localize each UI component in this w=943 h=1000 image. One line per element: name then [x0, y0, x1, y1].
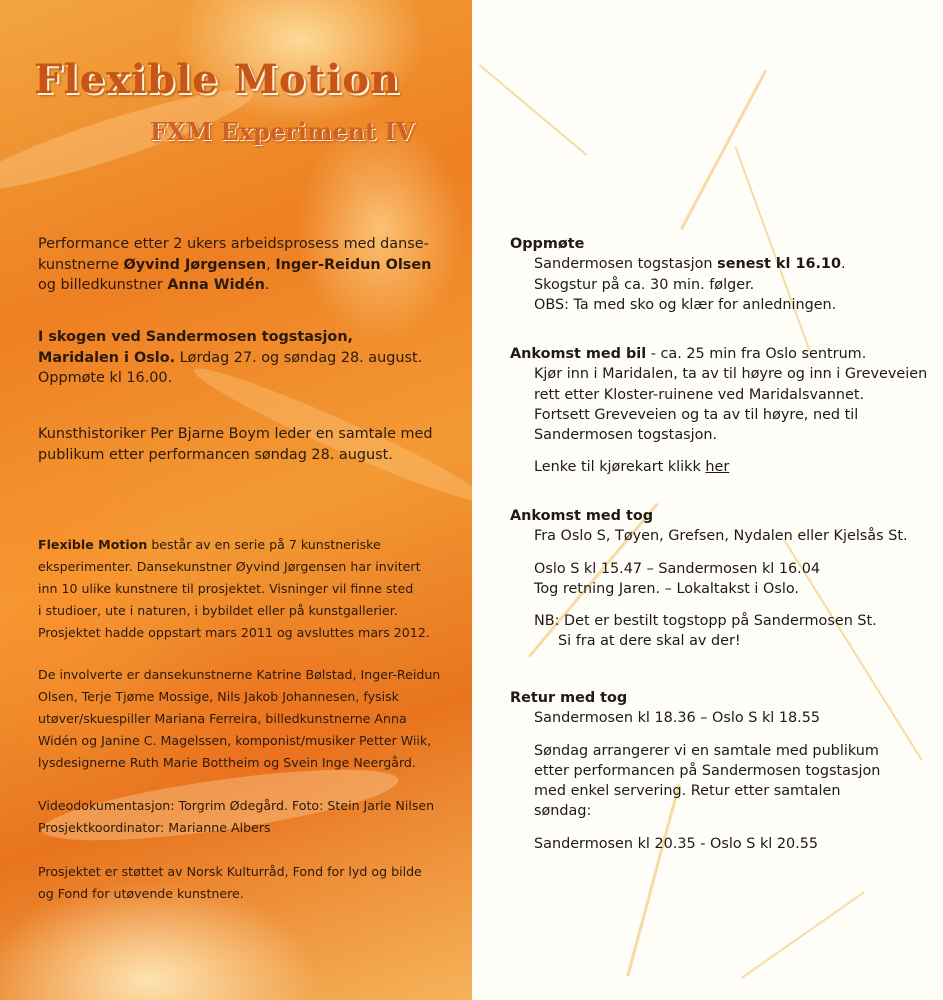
meet-line: Sandermosen togstasjon	[534, 256, 718, 273]
meet-line: OBS: Ta med sko og klær for anledningen.	[534, 296, 837, 313]
intro-text: og billedkunstner	[38, 277, 168, 293]
involved-line: De involverte er dansekunstnerne Katrine Bølstad, Inger-Reidun	[38, 667, 441, 682]
return-line: etter performancen på Sandermosen togstasjon	[534, 762, 881, 779]
location-paragraph	[38, 327, 458, 389]
talk-paragraph	[38, 424, 458, 465]
location-name: I skogen ved Sandermosen togstasjon,	[38, 329, 354, 345]
event-dates: Lørdag 27. og søndag 28. august.	[175, 349, 423, 366]
support-paragraph	[38, 861, 468, 905]
background-texture	[741, 891, 865, 979]
train-line: NB: Det er bestilt togstopp på Sandermosen St.	[534, 613, 877, 630]
return-line: søndag:	[534, 803, 592, 820]
section-heading: Retur med tog	[510, 690, 628, 706]
return-line: med enkel servering. Retur etter samtalen	[534, 783, 841, 800]
page-title: Flexible Motion	[34, 56, 401, 103]
intro-text: kunstnerne	[38, 256, 124, 273]
involved-paragraph	[38, 664, 468, 774]
return-section	[510, 688, 930, 854]
about-paragraph	[38, 534, 468, 644]
intro-text: .	[264, 277, 270, 293]
about-line: i studioer, ute i naturen, i bybildet eller på kunstgallerier.	[38, 603, 398, 618]
talk-line: Kunsthistoriker Per Bjarne Boym leder en samtale med	[38, 426, 433, 442]
background-texture	[680, 70, 767, 230]
credits-line: Prosjektkoordinator: Marianne Albers	[38, 820, 271, 835]
car-section	[510, 344, 930, 478]
performer-name: Inger-Reidun Olsen	[275, 256, 432, 273]
about-line: Prosjektet hadde oppstart mars 2011 og avsluttes mars 2012.	[38, 625, 430, 640]
train-line: Oslo S kl 15.47 – Sandermosen kl 16.04	[534, 560, 821, 577]
talk-line: publikum etter performancen søndag 28. august.	[38, 446, 393, 463]
involved-line: utøver/skuespiller Mariana Ferreira, billedkunstnerne Anna	[38, 711, 407, 726]
about-line: består av en serie på 7 kunstneriske	[147, 537, 381, 552]
section-heading: Ankomst med tog	[510, 508, 654, 524]
return-line: Sandermosen kl 18.36 – Oslo S kl 18.55	[534, 710, 821, 727]
intro-text: ,	[266, 256, 276, 273]
location-area: Maridalen i Oslo.	[38, 349, 176, 366]
intro-paragraph	[38, 234, 458, 296]
train-section	[510, 506, 930, 652]
return-line: Sandermosen kl 20.35 - Oslo S kl 20.55	[534, 835, 819, 852]
support-line: og Fond for utøvende kunstnere.	[38, 886, 244, 901]
map-link[interactable]: her	[705, 459, 730, 476]
meet-deadline: senest kl 16.10	[717, 256, 841, 273]
meet-line: Skogstur på ca. 30 min. følger.	[534, 276, 755, 293]
car-line: Kjør inn i Maridalen, ta av til høyre og inn i Greveveien	[534, 366, 928, 383]
car-line: rett etter Kloster-ruinene ved Maridalsvannet.	[534, 386, 865, 403]
return-line: Søndag arrangerer vi en samtale med publikum	[534, 742, 879, 759]
car-duration: - ca. 25 min fra Oslo sentrum.	[646, 346, 867, 362]
project-name: Flexible Motion	[38, 537, 148, 552]
background-texture	[479, 64, 588, 156]
section-heading: Ankomst med bil	[510, 346, 647, 362]
car-line: Sandermosen togstasjon.	[534, 427, 718, 444]
involved-line: Olsen, Terje Tjøme Mossige, Nils Jakob Johannesen, fysisk	[38, 689, 399, 704]
section-heading: Oppmøte	[510, 236, 585, 252]
meet-time: Oppmøte kl 16.00.	[38, 370, 173, 386]
involved-line: lysdesignerne Ruth Marie Bottheim og Svein Inge Neergård.	[38, 755, 416, 770]
support-line: Prosjektet er støttet av Norsk Kulturråd, Fond for lyd og bilde	[38, 864, 422, 879]
credits-paragraph	[38, 795, 468, 839]
credits-line: Videodokumentasjon: Torgrim Ødegård. Foto: Stein Jarle Nilsen	[38, 798, 435, 813]
train-line: Si fra at dere skal av der!	[558, 633, 741, 650]
page-subtitle: FXM Experiment IV	[150, 117, 415, 146]
train-line: Tog retning Jaren. – Lokaltakst i Oslo.	[534, 580, 799, 597]
artist-name: Anna Widén	[167, 277, 265, 293]
about-line: eksperimenter. Dansekunstner Øyvind Jørgensen har invitert	[38, 559, 421, 574]
map-text: Lenke til kjørekart klikk	[534, 459, 706, 476]
performer-name: Øyvind Jørgensen	[123, 256, 267, 273]
involved-line: Widén og Janine C. Magelssen, komponist/musiker Petter Wiik,	[38, 733, 432, 748]
meet-line: .	[840, 256, 846, 273]
about-line: inn 10 ulike kunstnere til prosjektet. Visninger vil finne sted	[38, 581, 414, 596]
car-line: Fortsett Greveveien og ta av til høyre, ned til	[534, 406, 859, 423]
train-line: Fra Oslo S, Tøyen, Grefsen, Nydalen eller Kjelsås St.	[534, 528, 908, 545]
intro-text: Performance etter 2 ukers arbeidsprosess med danse-	[38, 236, 429, 252]
meet-section	[510, 234, 930, 315]
